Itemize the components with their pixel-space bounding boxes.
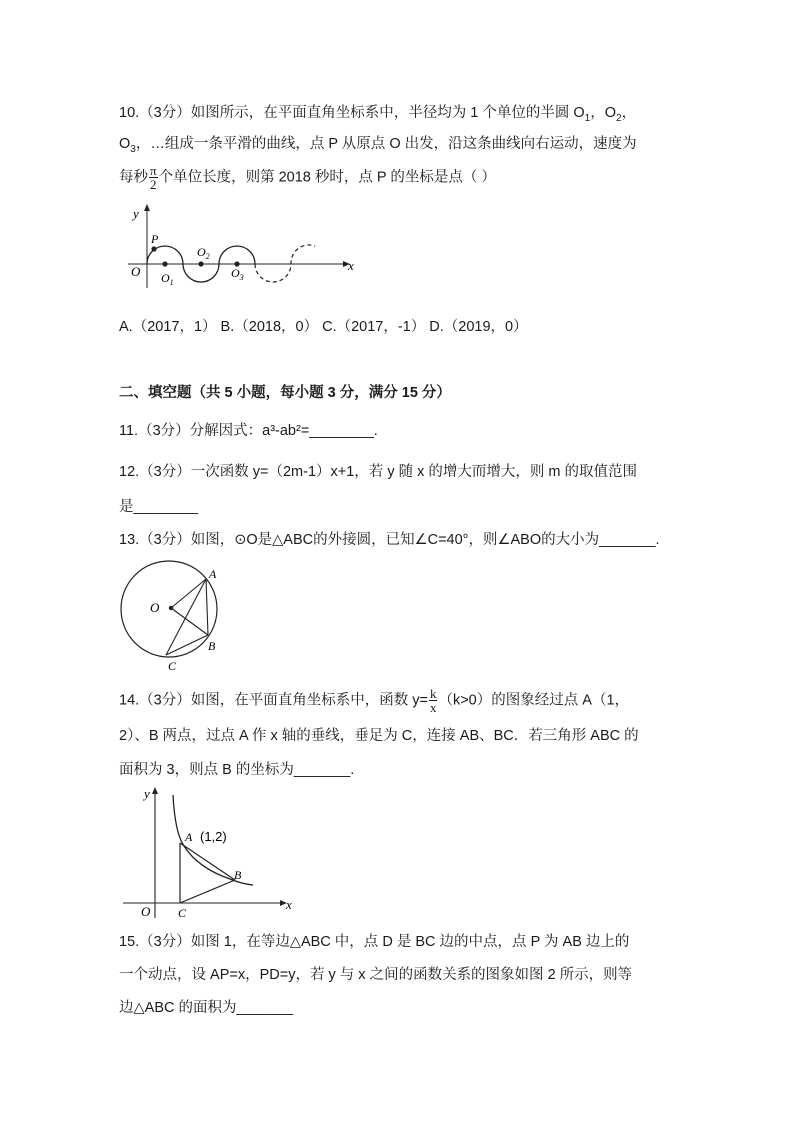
q13-circle-figure — [116, 557, 226, 672]
q10-origin-label: O — [131, 264, 141, 279]
q10-p-label: P — [151, 232, 159, 246]
section-title: 二、填空题（共 5 小题，每小题 3 分，满分 15 分） — [119, 385, 451, 401]
fraction-denominator: 2 — [150, 177, 157, 192]
q15-line-2: 一个动点，设 AP=x，PD=y，若 y 与 x 之间的函数关系的图象如图 2 所示，则等 — [119, 967, 633, 983]
q13-b-label: B — [208, 639, 216, 653]
q10-text-2: ，…组成一条平滑的曲线，点 P 从原点 O 出发，沿这条曲线向右运动，速度为 — [135, 136, 637, 152]
q12-line-2: 是________ — [119, 499, 199, 515]
q14-line-3: 面积为 3，则点 B 的坐标为_______. — [119, 762, 355, 778]
q10-line-1 — [119, 103, 636, 129]
k-over-x-fraction — [429, 687, 438, 714]
q10-y-label: y — [133, 206, 139, 221]
q13-c-label: C — [168, 659, 177, 673]
fraction-numerator: π — [150, 163, 157, 178]
q10-x-label: x — [348, 258, 354, 273]
q14-text-1a: 14.（3分）如图，在平面直角坐标系中，函数 y= — [119, 692, 428, 709]
q14-b-label: B — [234, 868, 242, 882]
q14-a-coordinate: (1,2) — [200, 829, 227, 844]
q10-comma: ， — [621, 105, 637, 121]
o1-subscript: 1 — [584, 112, 591, 124]
fraction-numerator: k — [429, 686, 437, 701]
q14-c-label: C — [178, 906, 187, 920]
fraction-denominator: x — [429, 700, 437, 715]
q12-line-1: 12.（3分）一次函数 y=（2m-1）x+1，若 y 随 x 的增大而增大，则 m 的取值范围 — [119, 464, 638, 480]
o2-subscript: 2 — [616, 112, 622, 124]
q14-x-label: x — [286, 897, 292, 912]
q10-line-2 — [119, 134, 637, 160]
o3-subscript: 3 — [130, 143, 136, 155]
q14-line-2: 2）、B 两点，过点 A 作 x 轴的垂线，垂足为 C，连接 AB、BC．若三角形 ABC 的 — [119, 728, 639, 744]
q10-text-3b: 个单位长度，则第 2018 秒时，点 P 的坐标是点（ ） — [158, 169, 496, 186]
q10-o3-label: $O_3$ — [231, 266, 244, 282]
q14-hyperbola-figure — [118, 783, 308, 923]
q13-o-label: O — [150, 600, 160, 615]
q10-o3-prefix: O — [119, 136, 131, 152]
q10-text-3a: 每秒 — [119, 169, 148, 186]
q11-text: 11.（3分）分解因式：a³-ab²=________. — [119, 423, 378, 439]
q13-a-label: A — [209, 567, 217, 581]
pi-over-2-fraction — [149, 164, 158, 191]
q13-text: 13.（3分）如图，⊙O是△ABC的外接圆，已知∠C=40°，则∠ABO的大小为_______. — [119, 532, 660, 548]
q14-origin-label: O — [141, 904, 151, 919]
q10-options: A.（2017，1） B.（2018，0） C.（2017，-1） D.（2019，0） — [119, 319, 528, 335]
q10-o2-prefix: ，O — [590, 105, 616, 121]
q14-line-1 — [119, 687, 629, 714]
q10-text-1: 10.（3分）如图所示，在平面直角坐标系中，半径均为 1 个单位的半圆 O — [119, 105, 585, 121]
q15-line-1: 15.（3分）如图 1，在等边△ABC 中，点 D 是 BC 边的中点，点 P 为 AB 边上的 — [119, 934, 630, 950]
q10-o1-label: $O_1$ — [161, 271, 174, 287]
q10-o2-label: $O_2$ — [197, 245, 210, 261]
q14-text-1b: （k>0）的图象经过点 A（1， — [438, 692, 630, 709]
q14-a-label: A — [185, 830, 193, 844]
q10-line-3 — [119, 164, 496, 191]
q15-line-3: 边△ABC 的面积为_______ — [119, 1000, 293, 1016]
q10-wave-figure — [118, 200, 368, 290]
q14-y-label: y — [144, 786, 150, 801]
